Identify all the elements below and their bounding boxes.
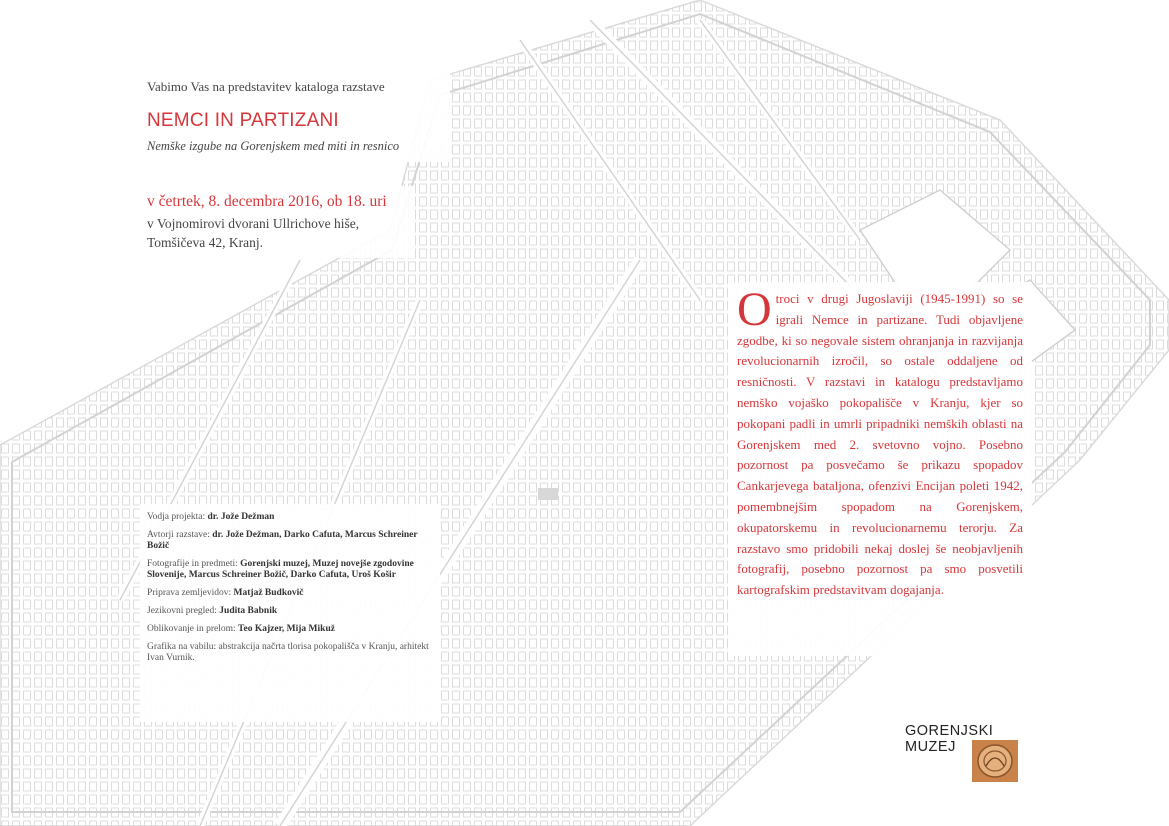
credit-role: Grafika na vabilu: abstrakcija načrta tlorisa pokopališča v Kranju, arhitekt Ivan Vurnik. (147, 642, 429, 663)
event-date: v četrtek, 8. decembra 2016, ob 18. uri (147, 193, 387, 210)
museum-logo-icon (972, 740, 1018, 782)
credit-item (147, 530, 437, 552)
invitation-intro: Vabimo Vas na predstavitev kataloga razstave (147, 79, 385, 94)
credit-role: Priprava zemljevidov: (147, 588, 232, 598)
exhibition-description (737, 283, 1023, 601)
credit-names: Judita Babnik (219, 606, 278, 616)
credit-names: Matjaž Budkovič (233, 588, 304, 598)
credit-names: dr. Jože Dežman (207, 512, 275, 522)
credit-item (147, 624, 437, 635)
credit-item (147, 588, 437, 599)
credit-names: Gorenjski muzej, Muzej novejše zgodovine Slovenije, Marcus Schreiner Božič, Darko Cafuta, Uroš Košir (147, 559, 414, 580)
credit-role: Fotografije in predmeti: (147, 559, 238, 569)
description-text: troci v drugi Jugoslaviji (1945-1991) so se igrali Nemce in partizane. Tudi objavljene zgodbe, ki so negovale sistem ohranjanja in razvijanja revolucionarnih izročil, so ostale oddaljene od resničnosti. V razstavi in katalogu predstavljamo nemško vojaško pokopališče v Kranju, kjer so pokopani padli in umrli pripadniki nemških oblasti na Gorenjskem med 2. svetovno vojno. Posebno pozornost pa posvečamo še prikazu spopadov Cankarjevega bataljona, ofenzivi Encijan poleti 1942, pomembnejšim spopadom na Gorenjskem, okupatorskemu in revolucionarnemu terorju. Za razstavo smo pridobili nekaj doslej še neobjavljenih fotografij, posebno pozornost pa smo posvetili kartografskim predstavitvam dogajanja. (737, 291, 1023, 598)
credit-item (147, 606, 437, 617)
credits-list (147, 512, 437, 671)
logo-line-1: GORENJSKI (905, 723, 994, 739)
credit-names: dr. Jože Dežman, Darko Cafuta, Marcus Schreiner Božič (147, 530, 418, 551)
credit-role: Vodja projekta: (147, 512, 206, 522)
venue-line-1: v Vojnomirovi dvorani Ullrichove hiše, (147, 216, 360, 231)
credit-item (147, 559, 437, 581)
credit-role: Avtorji razstave: (147, 530, 210, 540)
exhibition-subtitle: Nemške izgube na Gorenjskem med miti in resnico (147, 139, 400, 153)
exhibition-title: NEMCI IN PARTIZANI (147, 110, 339, 131)
event-venue (147, 214, 359, 252)
logo-line-2: MUZEJ (905, 739, 956, 755)
drop-cap: O (737, 283, 772, 336)
credit-item (147, 512, 437, 523)
credit-role: Oblikovanje in prelom: (147, 624, 236, 634)
credit-role: Jezikovni pregled: (147, 606, 217, 616)
credit-item (147, 642, 437, 664)
venue-line-2: Tomšičeva 42, Kranj. (147, 235, 264, 250)
credit-names: Teo Kajzer, Mija Mikuž (238, 624, 335, 634)
